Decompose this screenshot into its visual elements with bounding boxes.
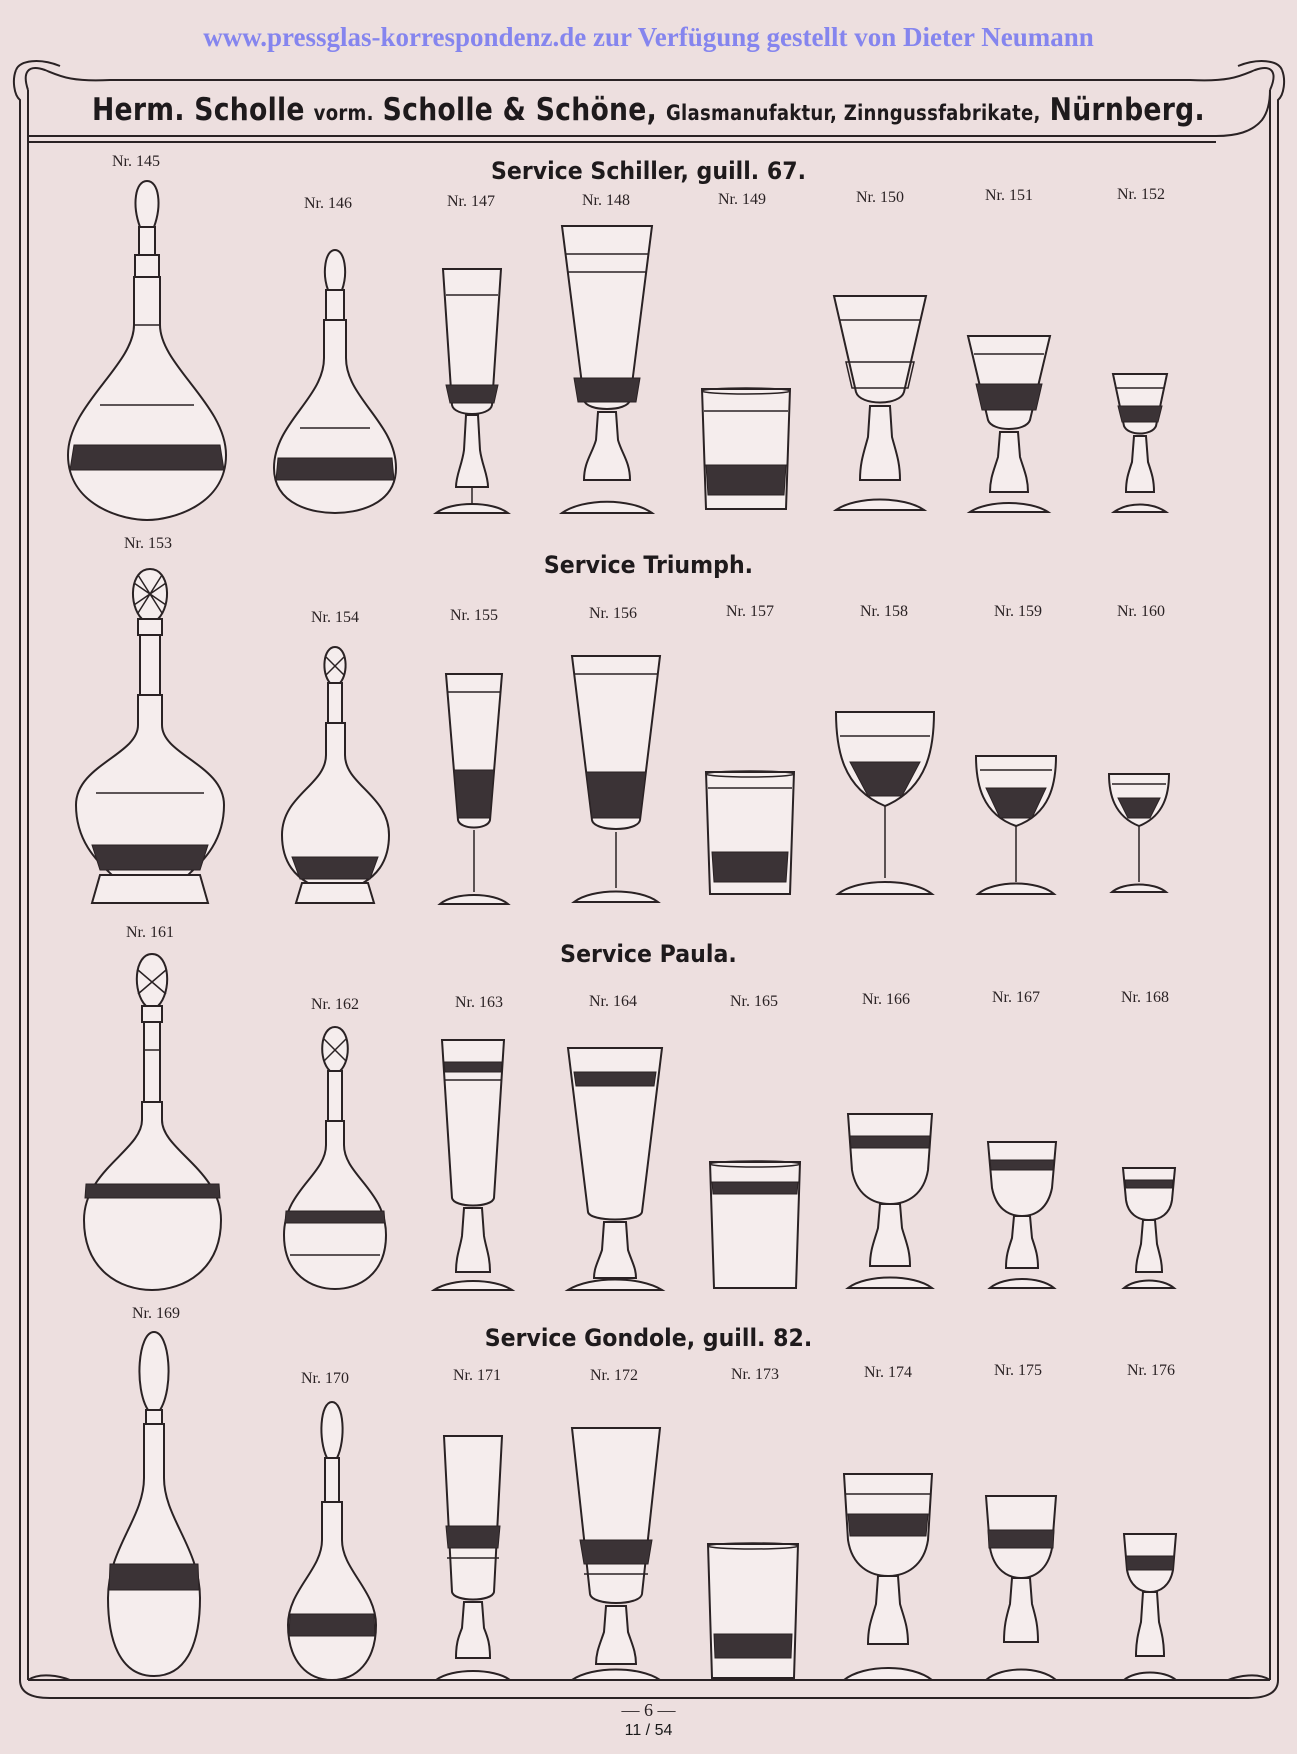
carafe-illustration xyxy=(104,1328,204,1683)
item-label: Nr. 159 xyxy=(994,603,1042,620)
section-title-triumph: Service Triumph. xyxy=(543,551,754,579)
champagne-flute-illustration xyxy=(430,1036,516,1294)
item-label: Nr. 169 xyxy=(132,1305,180,1322)
small-carafe-illustration xyxy=(280,1025,390,1293)
beer-flute-illustration xyxy=(566,652,666,906)
tumbler-illustration xyxy=(698,385,794,515)
item-label: Nr. 149 xyxy=(718,191,766,208)
item-label: Nr. 164 xyxy=(589,993,637,1010)
item-label: Nr. 161 xyxy=(126,924,174,941)
item-label: Nr. 165 xyxy=(730,993,778,1010)
pdf-page-indicator: 11 / 54 xyxy=(624,1722,673,1739)
beer-flute-illustration xyxy=(564,1044,666,1294)
item-label: Nr. 145 xyxy=(112,153,160,170)
item-label: Nr. 148 xyxy=(582,192,630,209)
champagne-flute-illustration xyxy=(432,1432,514,1684)
wine-glass-illustration xyxy=(830,292,930,517)
item-label: Nr. 160 xyxy=(1117,603,1165,620)
carafe-illustration xyxy=(62,175,232,525)
tumbler-illustration xyxy=(702,768,798,900)
item-label: Nr. 152 xyxy=(1117,186,1165,203)
page-number: — 6 — xyxy=(621,1700,676,1720)
item-label: Nr. 158 xyxy=(860,603,908,620)
wine-glass-illustration xyxy=(972,752,1060,898)
item-label: Nr. 173 xyxy=(731,1366,779,1383)
item-label: Nr. 172 xyxy=(590,1367,638,1384)
wine-glass-illustration xyxy=(838,1470,938,1684)
wine-glass-illustration xyxy=(842,1110,938,1292)
item-label: Nr. 168 xyxy=(1121,989,1169,1006)
item-label: Nr. 174 xyxy=(864,1364,912,1381)
carafe-illustration xyxy=(80,950,225,1295)
item-label: Nr. 170 xyxy=(301,1370,349,1387)
champagne-flute-illustration xyxy=(436,670,512,907)
small-carafe-illustration xyxy=(270,248,400,518)
item-label: Nr. 154 xyxy=(311,609,359,626)
item-label: Nr. 147 xyxy=(447,193,495,210)
wine-glass-illustration xyxy=(832,708,938,898)
item-label: Nr. 171 xyxy=(453,1367,501,1384)
header-company: Herm. Scholle xyxy=(91,92,305,128)
header-vorm: vorm. xyxy=(313,101,374,125)
section-title-schiller: Service Schiller, guill. 67. xyxy=(490,157,806,185)
watermark-url: www.pressglas-korrespondenz.de zur Verfügung gestellt von Dieter Neumann xyxy=(203,22,1094,52)
small-carafe-illustration xyxy=(284,1400,380,1684)
liqueur-glass-illustration xyxy=(1120,1530,1180,1684)
item-label: Nr. 157 xyxy=(726,603,774,620)
item-label: Nr. 156 xyxy=(589,605,637,622)
beer-flute-illustration xyxy=(566,1424,666,1684)
section-title-gondole: Service Gondole, guill. 82. xyxy=(484,1324,813,1352)
champagne-flute-illustration xyxy=(432,265,512,517)
item-label: Nr. 151 xyxy=(985,187,1033,204)
wine-glass-illustration xyxy=(964,332,1054,517)
liqueur-glass-illustration xyxy=(1120,1164,1178,1292)
beer-flute-illustration xyxy=(558,222,656,517)
item-label: Nr. 166 xyxy=(862,991,910,1008)
tumbler-illustration xyxy=(704,1540,802,1684)
header-city: Nürnberg. xyxy=(1049,92,1205,128)
header-trades: Glasmanufaktur, Zinngussfabrikate, xyxy=(665,101,1041,125)
item-label: Nr. 146 xyxy=(304,195,352,212)
item-label: Nr. 175 xyxy=(994,1362,1042,1379)
item-label: Nr. 162 xyxy=(311,996,359,1013)
tumbler-illustration xyxy=(706,1158,804,1294)
carafe-illustration xyxy=(72,565,228,910)
wine-glass-illustration xyxy=(980,1492,1062,1684)
item-label: Nr. 155 xyxy=(450,607,498,624)
item-label: Nr. 153 xyxy=(124,535,172,552)
company-header xyxy=(91,92,1206,128)
header-predecessor: Scholle & Schöne, xyxy=(382,92,658,128)
small-carafe-illustration xyxy=(278,645,393,907)
section-title-paula: Service Paula. xyxy=(560,940,737,968)
item-label: Nr. 150 xyxy=(856,189,904,206)
liqueur-glass-illustration xyxy=(1110,370,1170,516)
liqueur-glass-illustration xyxy=(1106,770,1172,896)
item-label: Nr. 176 xyxy=(1127,1362,1175,1379)
item-label: Nr. 167 xyxy=(992,989,1040,1006)
item-label: Nr. 163 xyxy=(455,994,503,1011)
wine-glass-illustration xyxy=(984,1138,1060,1292)
